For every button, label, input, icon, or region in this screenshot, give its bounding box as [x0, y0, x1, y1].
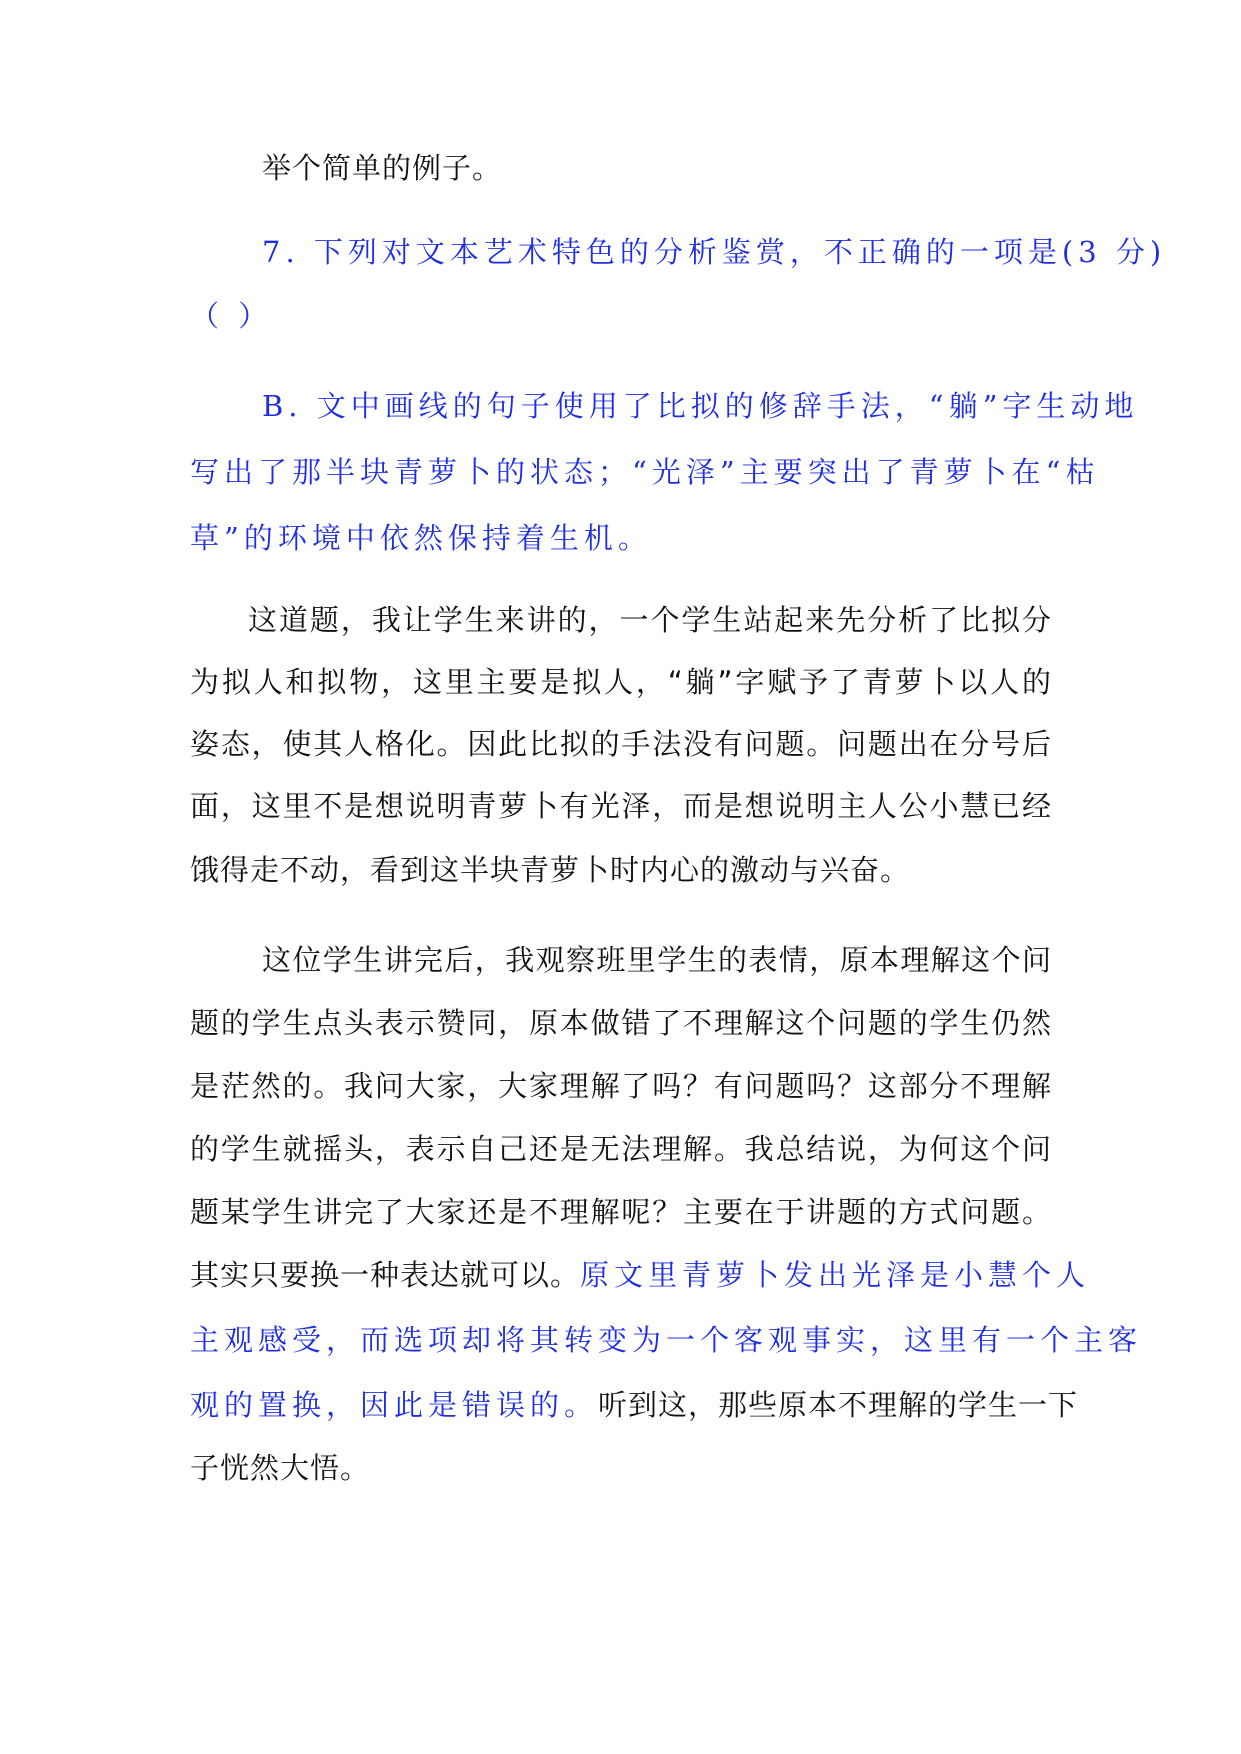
- paragraph-2-line-4: 的学生就摇头，表示自己还是无法理解。我总结说，为何这个问: [190, 1132, 1052, 1166]
- paragraph-2-line-2: 题的学生点头表示赞同，原本做错了不理解这个问题的学生仍然: [190, 1006, 1052, 1040]
- paragraph-2-line-6-highlight: 原文里青萝卜发出光泽是小慧个人: [580, 1258, 1091, 1292]
- question-line-1: 7. 下列对文本艺术特色的分析鉴赏，不正确的一项是(3 分): [262, 235, 1167, 269]
- paragraph-1-line-2: 为拟人和拟物，这里主要是拟人，“躺”字赋予了青萝卜以人的: [190, 665, 1052, 699]
- paragraph-2-line-5: 题某学生讲完了大家还是不理解呢？主要在于讲题的方式问题。: [190, 1195, 1052, 1229]
- paragraph-1-line-5: 饿得走不动，看到这半块青萝卜时内心的激动与兴奋。: [190, 853, 911, 887]
- intro-line: 举个简单的例子。: [262, 151, 503, 185]
- option-b-line-2: 写出了那半块青萝卜的状态；“光泽”主要突出了青萝卜在“枯: [190, 455, 1100, 489]
- paragraph-2-line-8-highlight: 观的置换，因此是错误的。: [190, 1388, 599, 1422]
- paragraph-2-line-8: [190, 1385, 1079, 1425]
- paragraph-2-line-9: 子恍然大悟。: [190, 1451, 371, 1485]
- question-line-2: （ ）: [190, 299, 273, 333]
- paragraph-1-line-4: 面，这里不是想说明青萝卜有光泽，而是想说明主人公小慧已经: [190, 789, 1052, 823]
- paragraph-2-line-8-plain: 听到这，那些原本不理解的学生一下: [598, 1388, 1079, 1422]
- paragraph-2-line-6-plain: 其实只要换一种表达就可以。: [190, 1258, 581, 1292]
- paragraph-1-line-3: 姿态，使其人格化。因此比拟的手法没有问题。问题出在分号后: [190, 727, 1052, 761]
- paragraph-2-line-6: [190, 1255, 1091, 1295]
- option-b-line-3: 草”的环境中依然保持着生机。: [190, 521, 652, 555]
- paragraph-1-line-1: 这道题，我让学生来讲的，一个学生站起来先分析了比拟分: [248, 603, 1052, 637]
- paragraph-2-line-3: 是茫然的。我问大家，大家理解了吗？有问题吗？这部分不理解: [190, 1069, 1052, 1103]
- paragraph-2-line-7-highlight: 主观感受，而选项却将其转变为一个客观事实，这里有一个主客: [190, 1323, 1143, 1357]
- paragraph-2-line-1: 这位学生讲完后，我观察班里学生的表情，原本理解这个问: [262, 943, 1052, 977]
- option-b-line-1: B. 文中画线的句子使用了比拟的修辞手法，“躺”字生动地: [262, 389, 1139, 423]
